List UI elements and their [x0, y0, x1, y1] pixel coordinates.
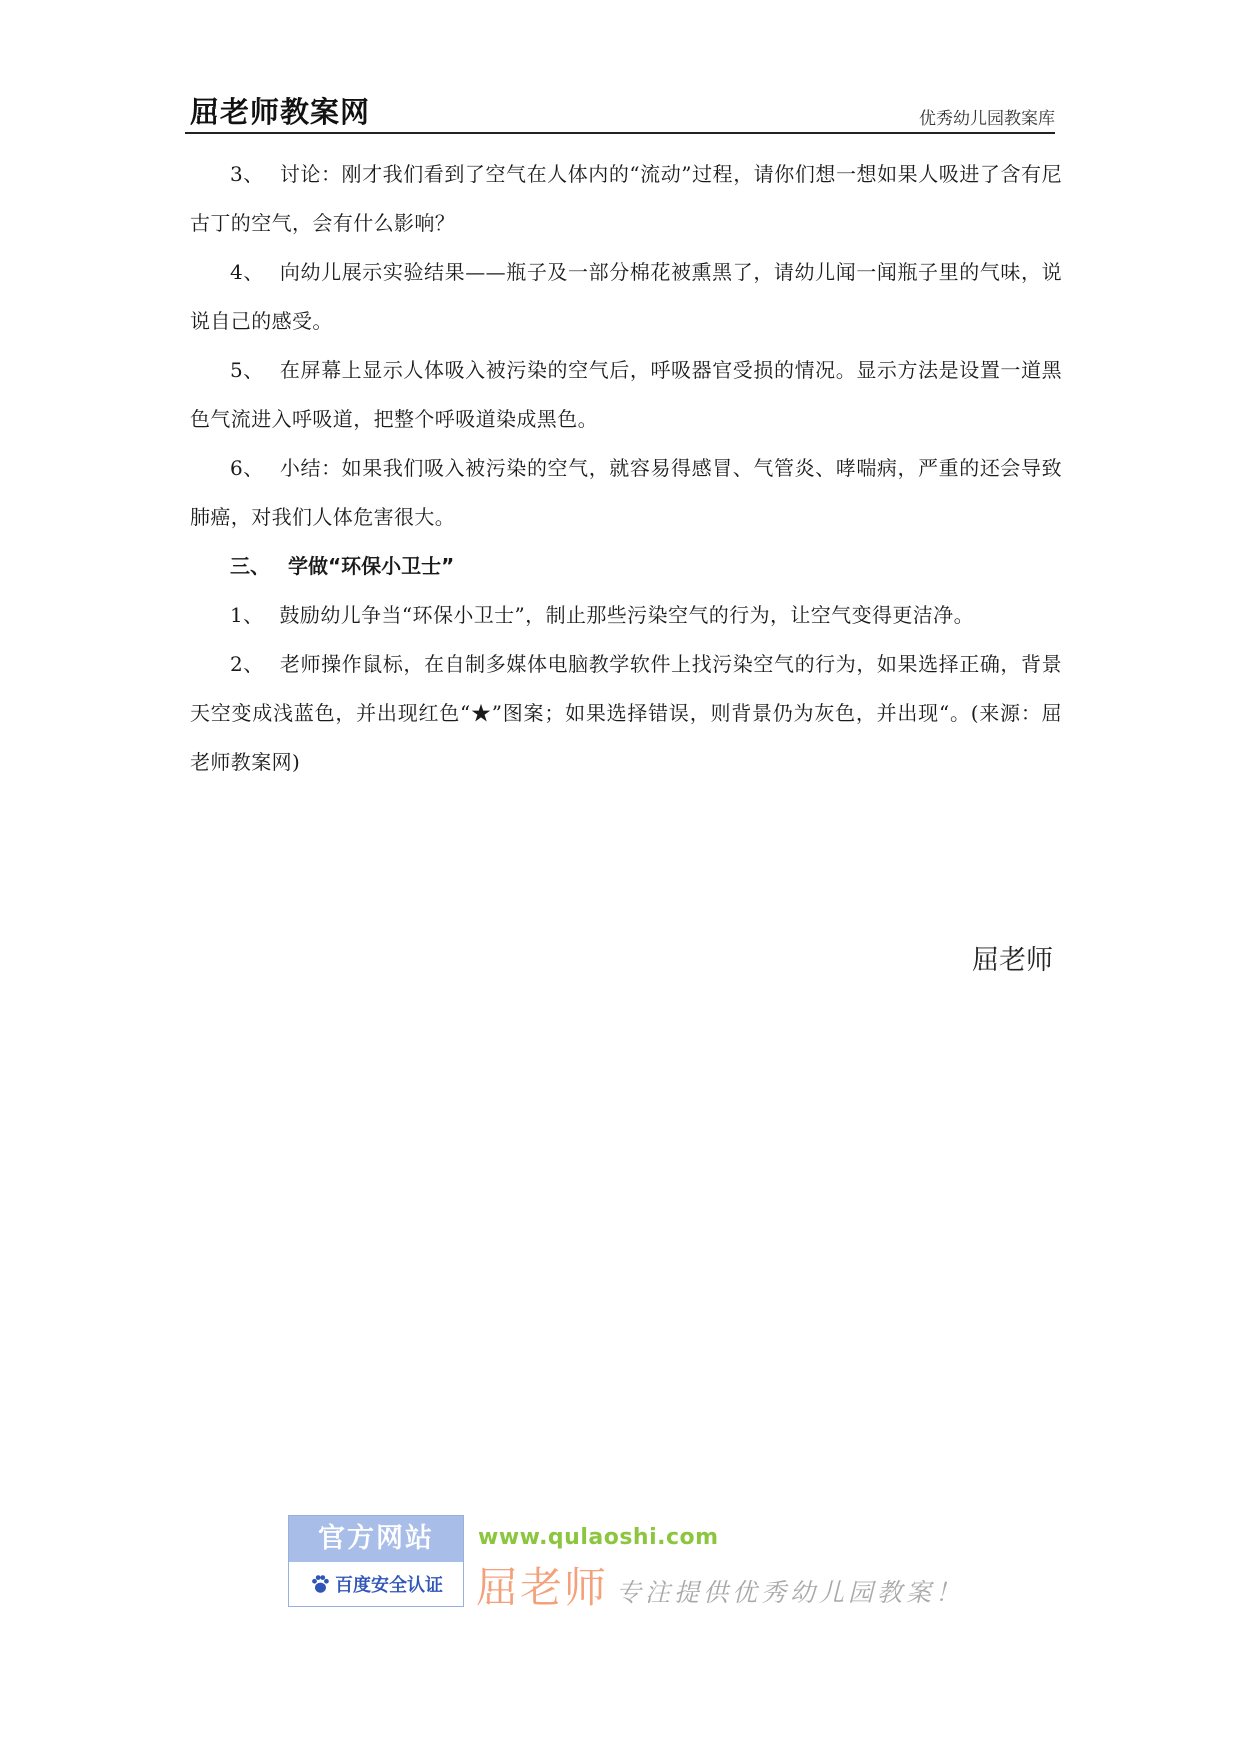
step-4-paragraph	[190, 248, 1062, 346]
site-subtitle: 优秀幼儿园教案库	[919, 109, 1055, 129]
step-text: 小结：如果我们吸入被污染的空气，就容易得感冒、气管炎、哮喘病，严重的还会导致肺癌，对我们人体危害很大。	[190, 456, 1062, 529]
author-signature: 屈老师	[972, 945, 1053, 976]
page-header	[185, 88, 1055, 134]
section-title: 学做“环保小卫士”	[288, 554, 455, 578]
brand-name: 屈老师	[476, 1563, 609, 1612]
official-site-badge[interactable]	[288, 1515, 464, 1607]
site-title: 屈老师教案网	[190, 95, 371, 129]
section-3-step-2	[190, 640, 1062, 787]
brand-slogan: 专注提供优秀幼儿园教案！	[616, 1578, 965, 1607]
step-number: 3、	[230, 162, 264, 186]
step-number: 1、	[230, 603, 264, 627]
step-number: 4、	[230, 260, 264, 284]
section-3-heading	[190, 542, 1062, 591]
step-text: 鼓励幼儿争当“环保小卫士”，制止那些污染空气的行为，让空气变得更洁净。	[279, 603, 974, 627]
badge-title: 官方网站	[289, 1516, 463, 1562]
step-number: 6、	[230, 456, 264, 480]
step-text: 在屏幕上显示人体吸入被污染的空气后，呼吸器官受损的情况。显示方法是设置一道黑色气流进入呼吸道，把整个呼吸道染成黑色。	[190, 358, 1062, 431]
step-text: 老师操作鼠标，在自制多媒体电脑教学软件上找污染空气的行为，如果选择正确，背景天空变成浅蓝色，并出现红色“★”图案；如果选择错误，则背景仍为灰色，并出现“。(来源：屈老师教案网)	[190, 652, 1062, 774]
section-3-step-1	[190, 591, 1062, 640]
footer-banner	[288, 1515, 968, 1615]
site-url-link[interactable]: www.qulaoshi.com	[478, 1525, 719, 1550]
step-5-paragraph	[190, 346, 1062, 444]
section-number: 三、	[230, 554, 270, 578]
step-text: 讨论：刚才我们看到了空气在人体内的“流动”过程，请你们想一想如果人吸进了含有尼古丁的空气，会有什么影响？	[190, 162, 1062, 235]
baidu-paw-icon	[309, 1573, 331, 1595]
step-number: 2、	[230, 652, 264, 676]
lesson-content	[190, 150, 1062, 787]
badge-verification	[289, 1562, 463, 1606]
step-number: 5、	[230, 358, 264, 382]
step-6-paragraph	[190, 444, 1062, 542]
step-3-paragraph	[190, 150, 1062, 248]
badge-verification-label: 百度安全认证	[335, 1575, 443, 1596]
step-text: 向幼儿展示实验结果——瓶子及一部分棉花被熏黑了，请幼儿闻一闻瓶子里的气味，说说自己的感受。	[190, 260, 1063, 333]
